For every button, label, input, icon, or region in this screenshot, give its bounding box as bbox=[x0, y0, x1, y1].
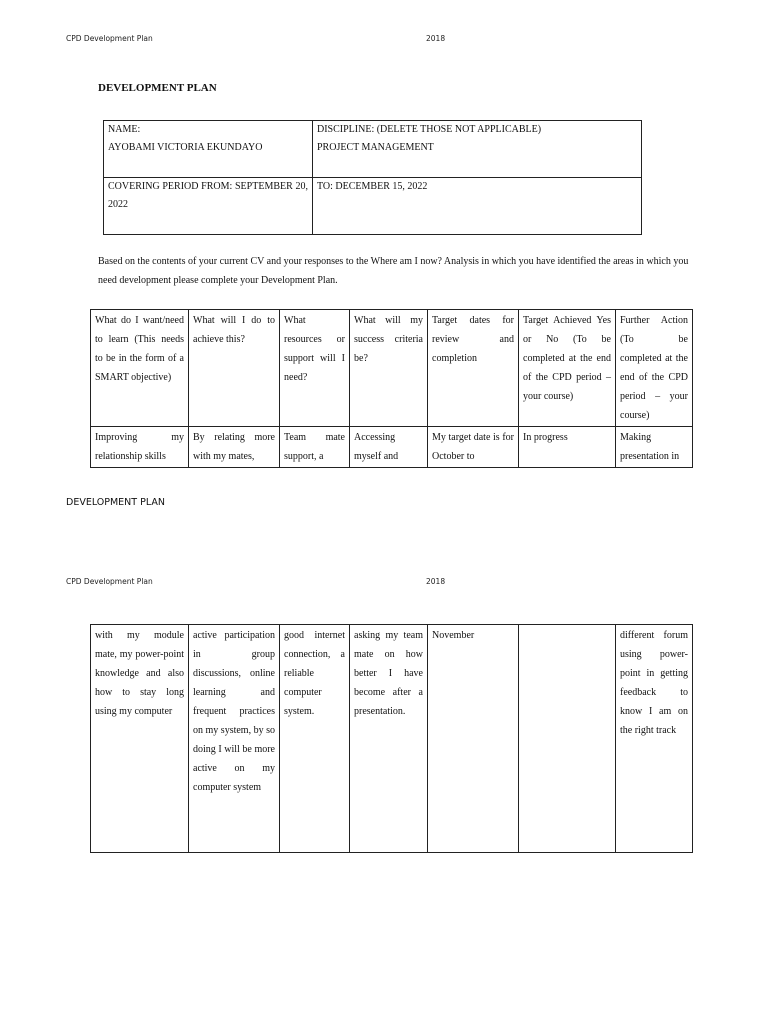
header-cell: Target Achieved Yes or No (To be completed at the end of the CPD period – your course) bbox=[519, 310, 616, 427]
page-header-left: CPD Development Plan bbox=[66, 34, 153, 43]
name-label: NAME: bbox=[108, 124, 141, 135]
row-cell: good internet connection, a reliable computer system. bbox=[280, 625, 350, 853]
page-header-year: 2018 bbox=[426, 34, 446, 43]
header-cell: What will my success criteria be? bbox=[350, 310, 428, 427]
row-cell: active participation in group discussions, online learning and frequent practices on my system, by so doing I will be more active on my computer system bbox=[189, 625, 280, 853]
row-cell: with my module mate, my power-point knowledge and also how to stay long using my computer bbox=[91, 625, 189, 853]
row-cell: By relating more with my mates, bbox=[189, 427, 280, 468]
discipline-label: DISCIPLINE: (DELETE THOSE NOT APPLICABLE) bbox=[317, 124, 542, 135]
page2-header-year: 2018 bbox=[426, 577, 446, 586]
header-cell: What will I do to achieve this? bbox=[189, 310, 280, 427]
covering-from-text: COVERING PERIOD FROM: SEPTEMBER 20, 2022 bbox=[108, 181, 308, 210]
intro-paragraph: Based on the contents of your current CV and your responses to the Where am I now? Analysis in which you have identified the areas in which you need development please complete your Development Plan. bbox=[98, 256, 689, 286]
covering-to-text: TO: DECEMBER 15, 2022 bbox=[317, 181, 428, 192]
row-cell: In progress bbox=[519, 427, 616, 468]
header-cell: Further Action (To be completed at the end of the CPD period – your course) bbox=[616, 310, 693, 427]
header-cell: Target dates for review and completion bbox=[428, 310, 519, 427]
footer-label: DEVELOPMENT PLAN bbox=[66, 497, 165, 508]
row-cell: My target date is for October to bbox=[428, 427, 519, 468]
header-cell: What resources or support will I need? bbox=[280, 310, 350, 427]
row-cell bbox=[519, 625, 616, 853]
row-cell: Accessing myself and bbox=[350, 427, 428, 468]
row-cell: Team mate support, a bbox=[280, 427, 350, 468]
table-row bbox=[91, 625, 693, 853]
table-header-row bbox=[91, 310, 693, 427]
discipline-value: PROJECT MANAGEMENT bbox=[317, 142, 434, 153]
info-name-cell bbox=[103, 120, 313, 178]
page2-header-left: CPD Development Plan bbox=[66, 577, 153, 586]
info-covering-from-cell bbox=[103, 177, 313, 235]
row-cell: different forum using power-point in getting feedback to know I am on the right track bbox=[616, 625, 693, 853]
table-row bbox=[91, 427, 693, 468]
header-cell: What do I want/need to learn (This needs to be in the form of a SMART objective) bbox=[91, 310, 189, 427]
document-title: DEVELOPMENT PLAN bbox=[98, 82, 217, 94]
plan-table-part1 bbox=[90, 309, 693, 468]
name-value: AYOBAMI VICTORIA EKUNDAYO bbox=[108, 142, 263, 153]
row-cell: asking my team mate on how better I have become after a presentation. bbox=[350, 625, 428, 853]
plan-table-part2 bbox=[90, 624, 693, 853]
row-cell: Making presentation in bbox=[616, 427, 693, 468]
info-covering-to-cell bbox=[312, 177, 642, 235]
row-cell: November bbox=[428, 625, 519, 853]
info-discipline-cell bbox=[312, 120, 642, 178]
row-cell: Improving my relationship skills bbox=[91, 427, 189, 468]
